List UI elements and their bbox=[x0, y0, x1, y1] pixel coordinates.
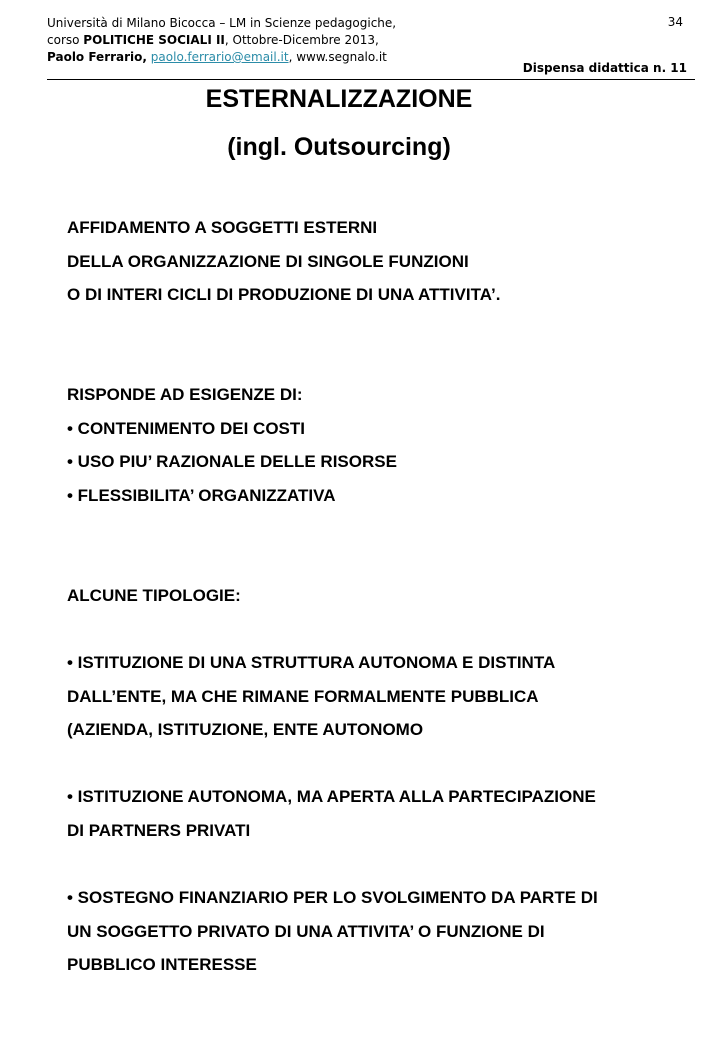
header-course-period: , Ottobre-Dicembre 2013, bbox=[224, 33, 379, 47]
type-line: DALL’ENTE, MA CHE RIMANE FORMALMENTE PUBBLICA bbox=[67, 686, 539, 706]
definition-line: O DI INTERI CICLI DI PRODUZIONE DI UNA ATTIVITA’. bbox=[67, 285, 501, 304]
type-line: • ISTITUZIONE AUTONOMA, MA APERTA ALLA PARTECIPAZIONE bbox=[67, 787, 596, 806]
needs-block bbox=[67, 378, 397, 512]
definition-line: AFFIDAMENTO A SOGGETTI ESTERNI bbox=[67, 218, 378, 237]
type-line: • SOSTEGNO FINANZIARIO PER LO SVOLGIMENTO DA PARTE DI bbox=[67, 888, 598, 907]
author-email-link[interactable]: paolo.ferrario@email.it bbox=[150, 50, 289, 64]
header-author-line bbox=[47, 49, 396, 66]
type-item-2 bbox=[67, 780, 596, 847]
type-item-1 bbox=[67, 646, 555, 747]
page-header bbox=[47, 15, 396, 66]
header-course-name: POLITICHE SOCIALI II bbox=[83, 33, 225, 47]
dispensa-label: Dispensa didattica n. 11 bbox=[522, 61, 687, 75]
header-author: Paolo Ferrario, bbox=[47, 50, 147, 64]
header-course-line bbox=[47, 32, 396, 49]
definition-block bbox=[67, 211, 501, 312]
needs-item: • CONTENIMENTO DEI COSTI bbox=[67, 418, 305, 438]
type-line: • ISTITUZIONE DI UNA STRUTTURA AUTONOMA E DISTINTA bbox=[67, 653, 556, 672]
type-line: DI PARTNERS PRIVATI bbox=[67, 820, 251, 840]
type-line: UN SOGGETTO PRIVATO DI UNA ATTIVITA’ O FUNZIONE DI bbox=[67, 921, 545, 941]
header-website: , www.segnalo.it bbox=[288, 50, 387, 64]
type-line: PUBBLICO INTERESSE bbox=[67, 955, 257, 974]
definition-line: DELLA ORGANIZZAZIONE DI SINGOLE FUNZIONI bbox=[67, 251, 469, 271]
page-title: ESTERNALIZZAZIONE bbox=[205, 85, 473, 113]
header-course-prefix: corso bbox=[47, 33, 84, 47]
page-number: 34 bbox=[667, 15, 683, 29]
needs-item: • FLESSIBILITA’ ORGANIZZATIVA bbox=[67, 485, 336, 505]
needs-item: • USO PIU’ RAZIONALE DELLE RISORSE bbox=[67, 452, 397, 471]
header-divider bbox=[47, 79, 695, 80]
types-heading: ALCUNE TIPOLOGIE: bbox=[67, 586, 241, 605]
needs-heading: RISPONDE AD ESIGENZE DI: bbox=[67, 385, 303, 404]
type-line: (AZIENDA, ISTITUZIONE, ENTE AUTONOMO bbox=[67, 720, 424, 739]
header-university: Università di Milano Bicocca – LM in Scienze pedagogiche, bbox=[47, 16, 397, 30]
type-item-3 bbox=[67, 881, 598, 982]
page-subtitle: (ingl. Outsourcing) bbox=[227, 133, 451, 161]
